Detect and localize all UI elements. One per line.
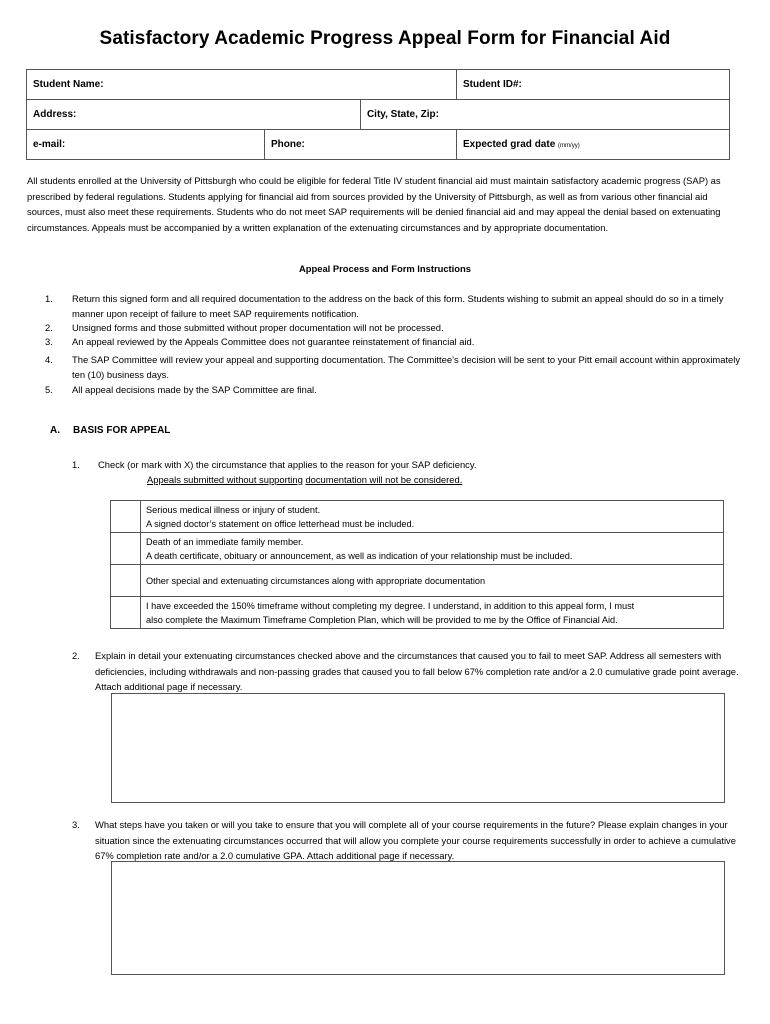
checklist-description: [141, 501, 724, 533]
instructions-heading: Appeal Process and Form Instructions: [299, 263, 471, 274]
checkbox-timeframe[interactable]: [111, 597, 141, 629]
explanation-answer-box[interactable]: [111, 693, 725, 803]
student-info-table: [26, 69, 730, 160]
grad-date-field[interactable]: [457, 130, 730, 160]
instruction-number: 1.: [45, 293, 53, 304]
choice-line: A signed doctor’s statement on office letterhead must be included.: [146, 518, 415, 529]
question-2-text: Explain in detail your extenuating circumstances checked above and the circumstances that caused you to fail to meet SAP. Address all semesters with deficiencies, including withdrawals and non-passing grades that caused you to fall below 67% completion rate and/or a 2.0 cumulative grade point average. Attach additional page if necessary.: [95, 650, 739, 692]
instruction-number: 4.: [45, 354, 53, 365]
section-a-letter: A.: [50, 425, 60, 436]
question-1-number: 1.: [72, 459, 80, 470]
instruction-text: All appeal decisions made by the SAP Committee are final.: [72, 384, 317, 395]
note-part-1: Appeals submitted without supporting: [147, 474, 303, 485]
section-a-label: BASIS FOR APPEAL: [73, 425, 171, 436]
note-part-2: documentation will not be considered.: [305, 474, 463, 485]
choice-line: also complete the Maximum Timeframe Completion Plan, which will be provided to me by the Office of Financial Aid.: [146, 614, 618, 625]
instruction-number: 2.: [45, 322, 53, 333]
question-3-number: 3.: [72, 819, 80, 830]
instruction-text: Unsigned forms and those submitted without proper documentation will not be processed.: [72, 322, 444, 333]
checklist-row: [111, 565, 724, 597]
choice-line: Other special and extenuating circumstances along with appropriate documentation: [146, 575, 486, 586]
instruction-number: 3.: [45, 336, 53, 347]
choice-line: Serious medical illness or injury of student.: [146, 504, 321, 515]
instruction-number: 5.: [45, 384, 53, 395]
steps-answer-box[interactable]: [111, 861, 725, 975]
phone-field[interactable]: Phone:: [265, 130, 457, 160]
email-field[interactable]: e-mail:: [27, 130, 265, 160]
grad-date-label: Expected grad date: [463, 139, 556, 150]
checklist-description: [141, 597, 724, 629]
intro-paragraph: All students enrolled at the University of Pittsburgh who could be eligible for federal Title IV student financial aid must maintain satisfactory academic progress (SAP) as prescribed by federal regulations. Students applying for financial aid from sources provided by the University of Pittsburgh, as well as from various other financial aid sources, must also meet these requirements. Students who do not meet SAP requirements will be denied financial aid and may appeal the denial based on extenuating circumstances. Appeals must be accompanied by a written explanation of the extenuating circumstances and by appropriate documentation.: [27, 175, 721, 233]
choice-line: I have exceeded the 150% timeframe without completing my degree. I understand, in addition to this appeal form, I must: [146, 600, 635, 611]
address-field[interactable]: Address:: [27, 100, 361, 130]
checkbox-other[interactable]: [111, 565, 141, 597]
form-title: Satisfactory Academic Progress Appeal Form for Financial Aid: [99, 28, 671, 49]
question-1-note: [147, 472, 647, 488]
checklist-row: [111, 533, 724, 565]
checkbox-medical[interactable]: [111, 501, 141, 533]
instruction-text: The SAP Committee will review your appeal and supporting documentation. The Committee’s decision will be sent to your Pitt email account within approximately ten (10) business days.: [72, 354, 741, 380]
question-1-text: Check (or mark with X) the circumstance that applies to the reason for your SAP deficiency.: [98, 459, 477, 470]
checklist-description: [141, 533, 724, 565]
section-a-heading: [50, 425, 171, 436]
question-3-text: What steps have you taken or will you take to ensure that you will complete all of your course requirements in the future? Please explain changes in your situation since the extenuating circumstances occurred that will allow you complete your course requirements successfully in order to achieve a cumulative 67% completion rate and/or a 2.0 cumulative GPA. Attach additional page if necessary.: [95, 819, 736, 861]
question-2-number: 2.: [72, 650, 80, 661]
checklist-row: [111, 501, 724, 533]
city-state-zip-field[interactable]: City, State, Zip:: [360, 100, 729, 130]
instruction-text: An appeal reviewed by the Appeals Committee does not guarantee reinstatement of financial aid.: [72, 336, 475, 347]
student-id-field[interactable]: Student ID#:: [457, 70, 730, 100]
circumstance-checklist: [110, 500, 724, 629]
choice-line: A death certificate, obituary or announcement, as well as indication of your relationship must be included.: [146, 550, 573, 561]
instruction-text: Return this signed form and all required documentation to the address on the back of this form. Students wishing to submit an appeal should do so in a timely manner upon receipt of failure to meet SAP requirements notification.: [72, 293, 724, 319]
choice-line: Death of an immediate family member.: [146, 536, 304, 547]
grad-date-format: (mm/yy): [558, 143, 580, 149]
checkbox-death[interactable]: [111, 533, 141, 565]
checklist-description: [141, 565, 724, 597]
checklist-row: [111, 597, 724, 629]
student-name-field[interactable]: Student Name:: [27, 70, 457, 100]
